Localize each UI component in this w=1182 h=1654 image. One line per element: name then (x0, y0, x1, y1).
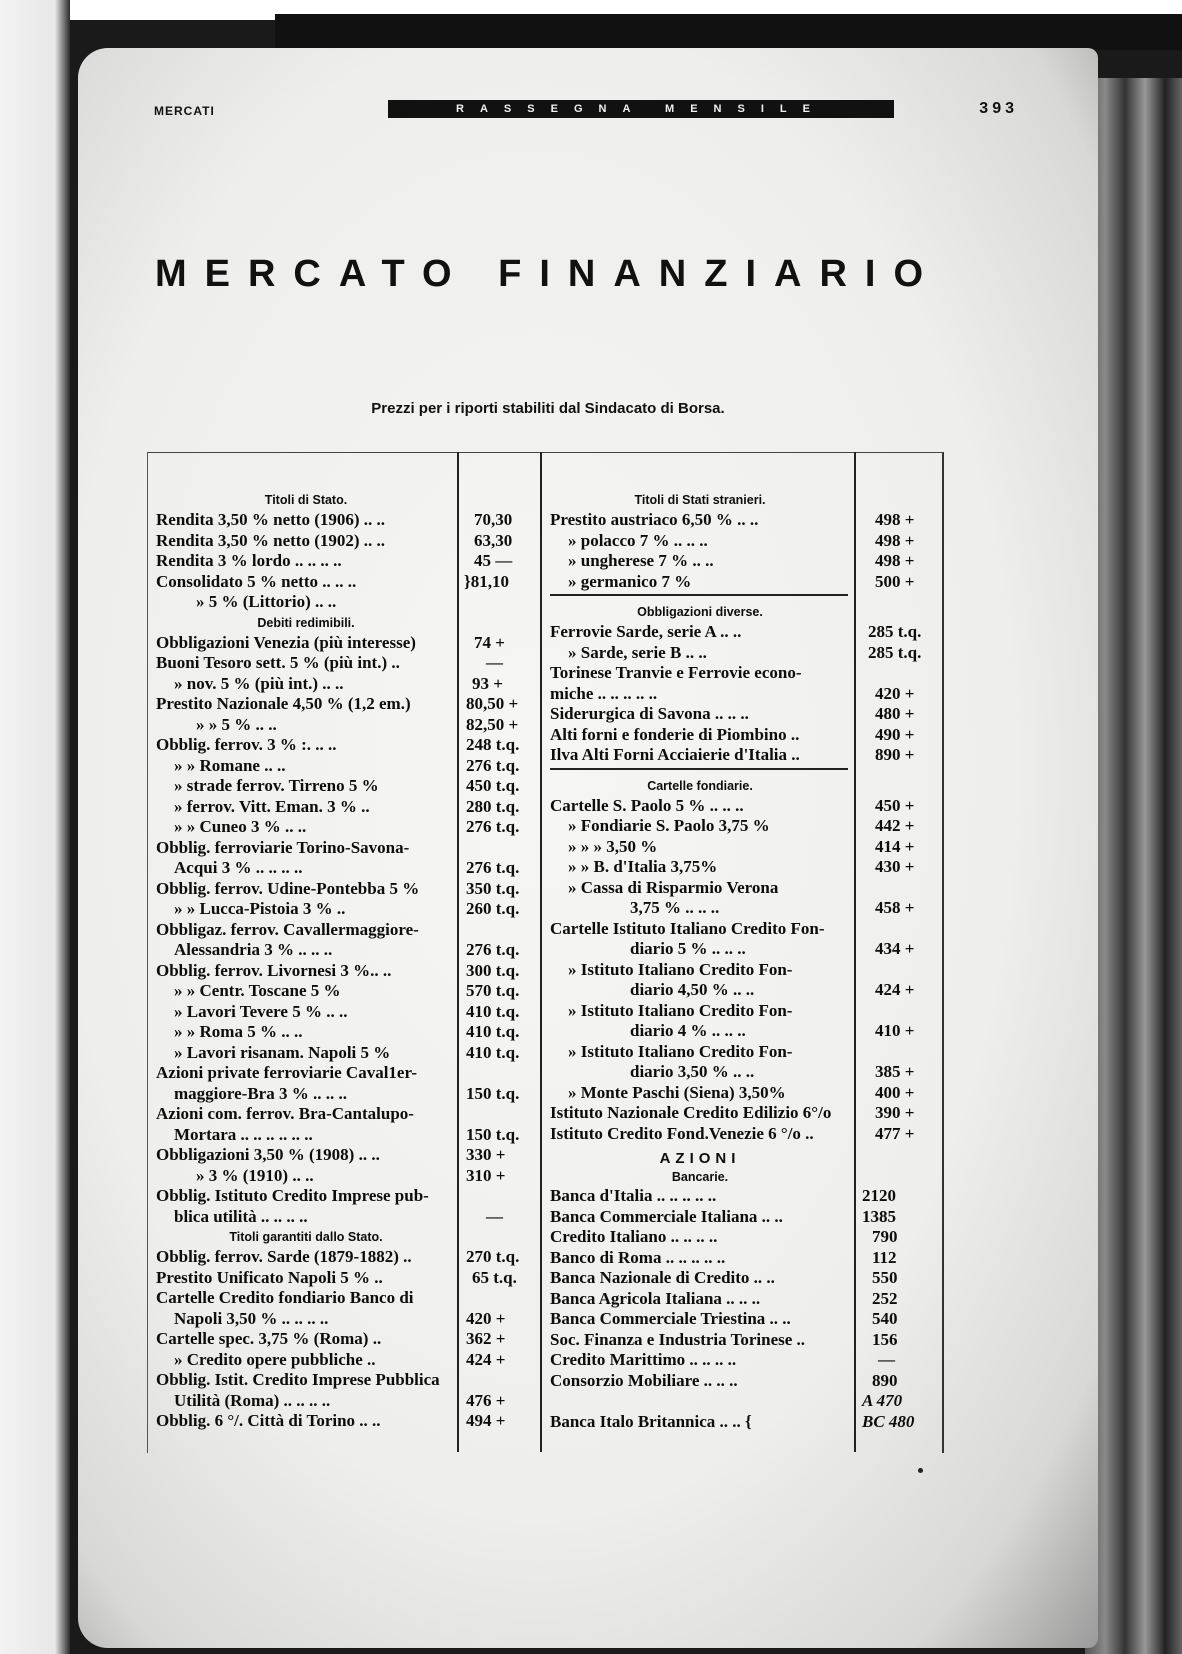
row-label: » Credito opere pubbliche .. (174, 1349, 376, 1369)
row-value: 350 t.q. (466, 878, 520, 898)
row-value: — (486, 653, 503, 672)
table-row (550, 1227, 940, 1248)
table-row (550, 857, 940, 878)
table-row (550, 1350, 940, 1371)
table-row (550, 1207, 940, 1228)
table-row (156, 1288, 536, 1309)
row-label: Obblig. ferroviarie Torino-Savona- (156, 837, 410, 857)
row-label: » nov. 5 % (più int.) .. .. (174, 673, 344, 693)
rows-cartelle-fondiarie (550, 796, 940, 1145)
center-divider (540, 452, 542, 1452)
row-label: Rendita 3 % lordo .. .. .. .. (156, 551, 342, 570)
row-label: Credito Marittimo .. .. .. .. (550, 1350, 737, 1369)
row-label: Prestito Nazionale 4,50 % (1,2 em.) (156, 694, 411, 713)
table-row (156, 879, 536, 900)
table-row (550, 796, 940, 817)
row-label: Prestito Unificato Napoli 5 % .. (156, 1267, 383, 1287)
row-value: 790 (872, 1227, 898, 1246)
table-row (550, 837, 940, 858)
row-label: Azioni private ferroviarie Caval1er- (156, 1063, 418, 1082)
table-row (156, 653, 536, 674)
table-row (550, 622, 940, 643)
rows-azioni-bancarie (550, 1186, 940, 1432)
row-label: » » B. d'Italia 3,75% (568, 857, 718, 876)
table-row (550, 745, 940, 766)
row-value: 285 t.q. (868, 642, 922, 662)
row-label: Rendita 3,50 % netto (1906) .. .. (156, 510, 386, 529)
row-value: 480 + (875, 704, 915, 723)
row-label: » Monte Paschi (Siena) 3,50% (568, 1082, 786, 1102)
row-value: 490 + (875, 724, 915, 744)
table-row (550, 1124, 940, 1145)
table-row (550, 1001, 940, 1022)
row-value: 477 + (875, 1123, 915, 1143)
table-row (550, 898, 940, 919)
row-value: — (486, 1206, 503, 1226)
rows-debiti-redimibili (156, 633, 536, 1228)
row-label: Prestito austriaco 6,50 % .. .. (550, 510, 759, 529)
table-row (156, 1063, 536, 1084)
table-row (550, 1083, 940, 1104)
row-label: Utilità (Roma) .. .. .. .. (174, 1390, 331, 1410)
row-value: 362 + (466, 1329, 506, 1348)
table-row (156, 1247, 536, 1268)
row-value: 1385 (862, 1206, 896, 1226)
row-label: » » Lucca-Pistoia 3 % .. (174, 899, 346, 918)
table-row (156, 1391, 536, 1412)
table-row (156, 858, 536, 879)
table-row (156, 592, 536, 613)
section-heading: Cartelle fondiarie. (647, 778, 753, 793)
scan-top-shadow (275, 14, 1182, 50)
left-column (156, 490, 536, 1432)
row-value: 414 + (875, 836, 915, 856)
table-row (156, 797, 536, 818)
table-row (550, 510, 940, 531)
table-row (156, 1002, 536, 1023)
page-title: MERCATO FINANZIARIO (154, 253, 941, 295)
row-label: diario 5 % .. .. .. (630, 939, 746, 958)
table-row (550, 1186, 940, 1207)
row-label: » 3 % (1910) .. .. (196, 1165, 314, 1185)
table-row (156, 1309, 536, 1330)
row-label: » Fondiarie S. Paolo 3,75 % (568, 816, 770, 835)
row-label: Obblig. 6 °/. Città di Torino .. .. (156, 1411, 381, 1430)
row-label: diario 4,50 % .. .. (630, 980, 755, 999)
row-label: Obbligazioni 3,50 % (1908) .. .. (156, 1145, 380, 1164)
row-value: 430 + (875, 857, 915, 876)
journal-banner: RASSEGNA MENSILE (388, 100, 894, 118)
table-row (156, 961, 536, 982)
table-row (550, 1412, 940, 1433)
row-value: 65 t.q. (472, 1267, 517, 1287)
table-row (550, 939, 940, 960)
row-label: Siderurgica di Savona .. .. .. (550, 704, 749, 723)
section-rule (550, 768, 848, 770)
section-heading: Debiti redimibili. (257, 615, 355, 630)
row-label: » » 5 % .. .. (196, 714, 277, 734)
row-value: 45 — (474, 551, 513, 570)
row-label: » 5 % (Littorio) .. .. (196, 592, 337, 611)
row-label: 3,75 % .. .. .. (630, 898, 720, 917)
table-row (156, 1166, 536, 1187)
table-row (156, 633, 536, 654)
table-row (156, 838, 536, 859)
row-label: » Istituto Italiano Credito Fon- (568, 959, 793, 979)
table-row (550, 1062, 940, 1083)
row-value: 500 + (875, 571, 915, 591)
row-label: Obbligaz. ferrov. Cavallermaggiore- (156, 919, 419, 939)
row-value: 248 t.q. (466, 735, 520, 754)
row-label: Istituto Nazionale Credito Edilizio 6°/o (550, 1103, 832, 1122)
row-label: Acqui 3 % .. .. .. .. (174, 858, 303, 877)
row-label: Banca d'Italia .. .. .. .. .. (550, 1186, 717, 1205)
row-value: 890 + (875, 745, 915, 764)
rows-titoli-stato (156, 510, 536, 613)
row-value: 330 + (466, 1145, 506, 1164)
row-label: » » Romane .. .. (174, 755, 286, 775)
row-value: 285 t.q. (868, 622, 922, 641)
row-value: 550 (872, 1268, 898, 1287)
row-label: Banca Agricola Italiana .. .. .. (550, 1288, 761, 1308)
row-value: 424 + (466, 1349, 506, 1369)
page-subtitle: Prezzi per i riporti stabiliti dal Sindacato di Borsa. (371, 400, 725, 417)
table-row (156, 1207, 536, 1228)
row-value: 498 + (875, 530, 915, 550)
running-head (154, 100, 1018, 120)
row-label: Ferrovie Sarde, serie A .. .. (550, 622, 742, 641)
scan-book-spine (1085, 78, 1182, 1654)
table-row (156, 981, 536, 1002)
row-value: A 470 (862, 1391, 903, 1410)
row-value: 410 t.q. (466, 1042, 520, 1062)
row-label: » Istituto Italiano Credito Fon- (568, 1041, 793, 1061)
row-label: » Istituto Italiano Credito Fon- (568, 1000, 793, 1020)
row-label: Alti forni e fonderie di Piombino .. (550, 724, 800, 744)
table-row (550, 980, 940, 1001)
section-name: MERCATI (154, 104, 215, 118)
row-value: 156 (872, 1329, 898, 1349)
row-label: » » » 3,50 % (568, 836, 658, 856)
row-label: miche .. .. .. .. .. (550, 683, 658, 703)
row-label: Napoli 3,50 % .. .. .. .. (174, 1308, 329, 1328)
row-label: » strade ferrov. Tirreno 5 % (174, 776, 379, 795)
row-value: 390 + (875, 1103, 915, 1122)
right-column (550, 490, 940, 1432)
section-subheading: Bancarie. (671, 1170, 729, 1184)
row-label: » » Centr. Toscane 5 % (174, 981, 341, 1000)
table-row (156, 940, 536, 961)
rows-titoli-garantiti (156, 1247, 536, 1432)
row-value: 63,30 (474, 530, 513, 550)
row-value: 280 t.q. (466, 796, 520, 816)
row-value: 300 t.q. (466, 960, 520, 980)
row-label: Torinese Tranvie e Ferrovie econo- (550, 663, 802, 682)
row-label: » germanico 7 % (568, 571, 692, 591)
row-value: 276 t.q. (466, 940, 520, 959)
row-value: 400 + (875, 1082, 915, 1102)
row-label: maggiore-Bra 3 % .. .. .. (174, 1083, 347, 1103)
table-row (156, 735, 536, 756)
row-value: 82,50 + (466, 714, 519, 734)
row-label: » ungherese 7 % .. .. (568, 551, 714, 570)
section-heading: AZIONI (659, 1150, 741, 1167)
table-row (156, 551, 536, 572)
table-row (156, 1145, 536, 1166)
row-value: 276 t.q. (466, 755, 520, 775)
row-value: 310 + (466, 1165, 506, 1185)
table-row (156, 1411, 536, 1432)
row-value: 270 t.q. (466, 1247, 520, 1266)
table-row (550, 1289, 940, 1310)
row-value: 476 + (466, 1390, 506, 1410)
row-label: Obblig. ferrov. Livornesi 3 %.. .. (156, 960, 392, 980)
row-label: Mortara .. .. .. .. .. .. (174, 1124, 313, 1144)
row-value: — (878, 1350, 895, 1369)
section-rule (550, 594, 848, 596)
row-value: 93 + (472, 673, 503, 693)
section-heading: Titoli di Stato. (264, 493, 348, 507)
row-label: Rendita 3,50 % netto (1902) .. .. (156, 530, 386, 550)
row-value: 498 + (875, 510, 915, 529)
row-label: » » Cuneo 3 % .. .. (174, 817, 307, 836)
table-row (156, 1043, 536, 1064)
table-row (156, 510, 536, 531)
table-row (156, 1268, 536, 1289)
row-label: Obbligazioni Venezia (più interesse) (156, 632, 416, 652)
row-label: Buoni Tesoro sett. 5 % (più int.) .. (156, 653, 400, 672)
table-row (550, 1042, 940, 1063)
row-label: » Cassa di Risparmio Verona (568, 877, 779, 897)
row-label: Obblig. Istit. Credito Imprese Pubblica (156, 1370, 440, 1389)
row-label: Istituto Credito Fond.Venezie 6 °/o .. (550, 1123, 814, 1143)
section-heading: Titoli garantiti dallo Stato. (229, 1230, 383, 1244)
row-value: 150 t.q. (466, 1083, 520, 1103)
row-value: 276 t.q. (466, 817, 520, 836)
row-label: Banco di Roma .. .. .. .. .. (550, 1247, 726, 1267)
table-row (550, 684, 940, 705)
section-heading: Titoli di Stati stranieri. (634, 493, 766, 507)
row-label: » » Roma 5 % .. .. (174, 1022, 303, 1041)
row-label: Banca Commerciale Italiana .. .. (550, 1206, 783, 1226)
row-value: 450 t.q. (466, 776, 520, 795)
row-value: 80,50 + (466, 694, 519, 713)
row-value: 410 t.q. (466, 1001, 520, 1021)
table-row (550, 663, 940, 684)
table-row (550, 1309, 940, 1330)
row-label: diario 4 % .. .. .. (630, 1021, 746, 1040)
section-heading: Obbligazioni diverse. (637, 605, 763, 619)
table-row (156, 715, 536, 736)
row-label: Alessandria 3 % .. .. .. (174, 940, 333, 959)
table-row (550, 1103, 940, 1124)
document-page (78, 48, 1098, 1648)
table-row (550, 1021, 940, 1042)
row-label: Obblig. Istituto Credito Imprese pub- (156, 1186, 429, 1205)
row-value: 498 + (875, 551, 915, 570)
table-row (550, 960, 940, 981)
ink-mark (918, 1468, 923, 1473)
row-value: }81,10 (464, 571, 509, 591)
table-row (550, 1371, 940, 1392)
table-row (550, 1248, 940, 1269)
row-label: » polacco 7 % .. .. .. (568, 530, 708, 550)
table-row (550, 531, 940, 552)
row-value: 570 t.q. (466, 981, 520, 1000)
row-value: 424 + (875, 980, 915, 999)
table-row (156, 674, 536, 695)
row-value: BC 480 (862, 1411, 915, 1431)
row-label: Ilva Alti Forni Acciaierie d'Italia .. (550, 745, 800, 764)
table-row (550, 643, 940, 664)
rows-stati-stranieri (550, 510, 940, 592)
row-value: 442 + (875, 816, 915, 835)
row-label: diario 3,50 % .. .. (630, 1062, 755, 1081)
row-value: 540 (872, 1309, 898, 1328)
table-row (156, 1350, 536, 1371)
row-value: 112 (872, 1247, 897, 1267)
row-value: 74 + (474, 632, 505, 652)
row-value: 410 + (875, 1021, 915, 1040)
table-row (156, 1125, 536, 1146)
row-value: 70,30 (474, 510, 513, 529)
row-value: 150 t.q. (466, 1124, 520, 1144)
table-row (550, 816, 940, 837)
table-row (550, 572, 940, 593)
table-row (156, 1370, 536, 1391)
row-label: Banca Italo Britannica .. .. { (550, 1411, 752, 1431)
table-row (550, 1330, 940, 1351)
table-row (550, 725, 940, 746)
row-label: Obblig. ferrov. Udine-Pontebba 5 % (156, 878, 420, 898)
row-value: 410 t.q. (466, 1022, 520, 1041)
table-row (156, 1084, 536, 1105)
row-value: 890 (872, 1370, 898, 1390)
table-row (156, 1186, 536, 1207)
row-label: » ferrov. Vitt. Eman. 3 % .. (174, 796, 370, 816)
row-value: 276 t.q. (466, 858, 520, 877)
row-value: 450 + (875, 795, 915, 815)
row-label: » Lavori Tevere 5 % .. .. (174, 1001, 348, 1021)
table-row (156, 1104, 536, 1125)
table-row (550, 551, 940, 572)
table-row (550, 878, 940, 899)
row-label: Cartelle Credito fondiario Banco di (156, 1288, 414, 1307)
row-label: Azioni com. ferrov. Bra-Cantalupo- (156, 1104, 414, 1123)
row-value: 252 (872, 1288, 898, 1308)
row-value: 385 + (875, 1062, 915, 1081)
table-row (156, 756, 536, 777)
row-value: 494 + (466, 1411, 506, 1430)
row-value: 434 + (875, 939, 915, 958)
row-value: 2120 (862, 1186, 896, 1205)
row-label: » Sarde, serie B .. .. (568, 642, 707, 662)
row-value: 458 + (875, 898, 915, 917)
row-label: Obblig. ferrov. 3 % :. .. .. (156, 735, 337, 754)
table-row (550, 704, 940, 725)
table-row (156, 694, 536, 715)
row-label: Consorzio Mobiliare .. .. .. (550, 1370, 738, 1390)
scan-left-edge (0, 0, 70, 1654)
row-label: Obblig. ferrov. Sarde (1879-1882) .. (156, 1247, 412, 1266)
table-row (550, 1268, 940, 1289)
table-row (156, 817, 536, 838)
row-label: Banca Commerciale Triestina .. .. (550, 1309, 791, 1328)
row-label: Cartelle Istituto Italiano Credito Fon- (550, 918, 825, 938)
table-row (156, 899, 536, 920)
row-label: Cartelle S. Paolo 5 % .. .. .. (550, 795, 744, 815)
row-label: Credito Italiano .. .. .. .. (550, 1227, 718, 1246)
table-row (156, 1329, 536, 1350)
table-row (156, 572, 536, 593)
row-value: 260 t.q. (466, 899, 520, 918)
row-label: Soc. Finanza e Industria Torinese .. (550, 1329, 806, 1349)
row-label: Banca Nazionale di Credito .. .. (550, 1268, 775, 1287)
row-label: » Lavori risanam. Napoli 5 % (174, 1042, 391, 1062)
rows-obbligazioni-diverse (550, 622, 940, 766)
table-row (156, 920, 536, 941)
row-label: Consolidato 5 % netto .. .. .. (156, 571, 357, 591)
row-label: blica utilità .. .. .. .. (174, 1206, 308, 1226)
table-row (550, 919, 940, 940)
row-value: 420 + (875, 683, 915, 703)
row-value: 420 + (466, 1308, 506, 1328)
table-row (156, 776, 536, 797)
row-label: Cartelle spec. 3,75 % (Roma) .. (156, 1329, 382, 1348)
table-row (550, 1391, 940, 1412)
page-number: 393 (979, 100, 1018, 117)
table-row (156, 1022, 536, 1043)
table-row (156, 531, 536, 552)
